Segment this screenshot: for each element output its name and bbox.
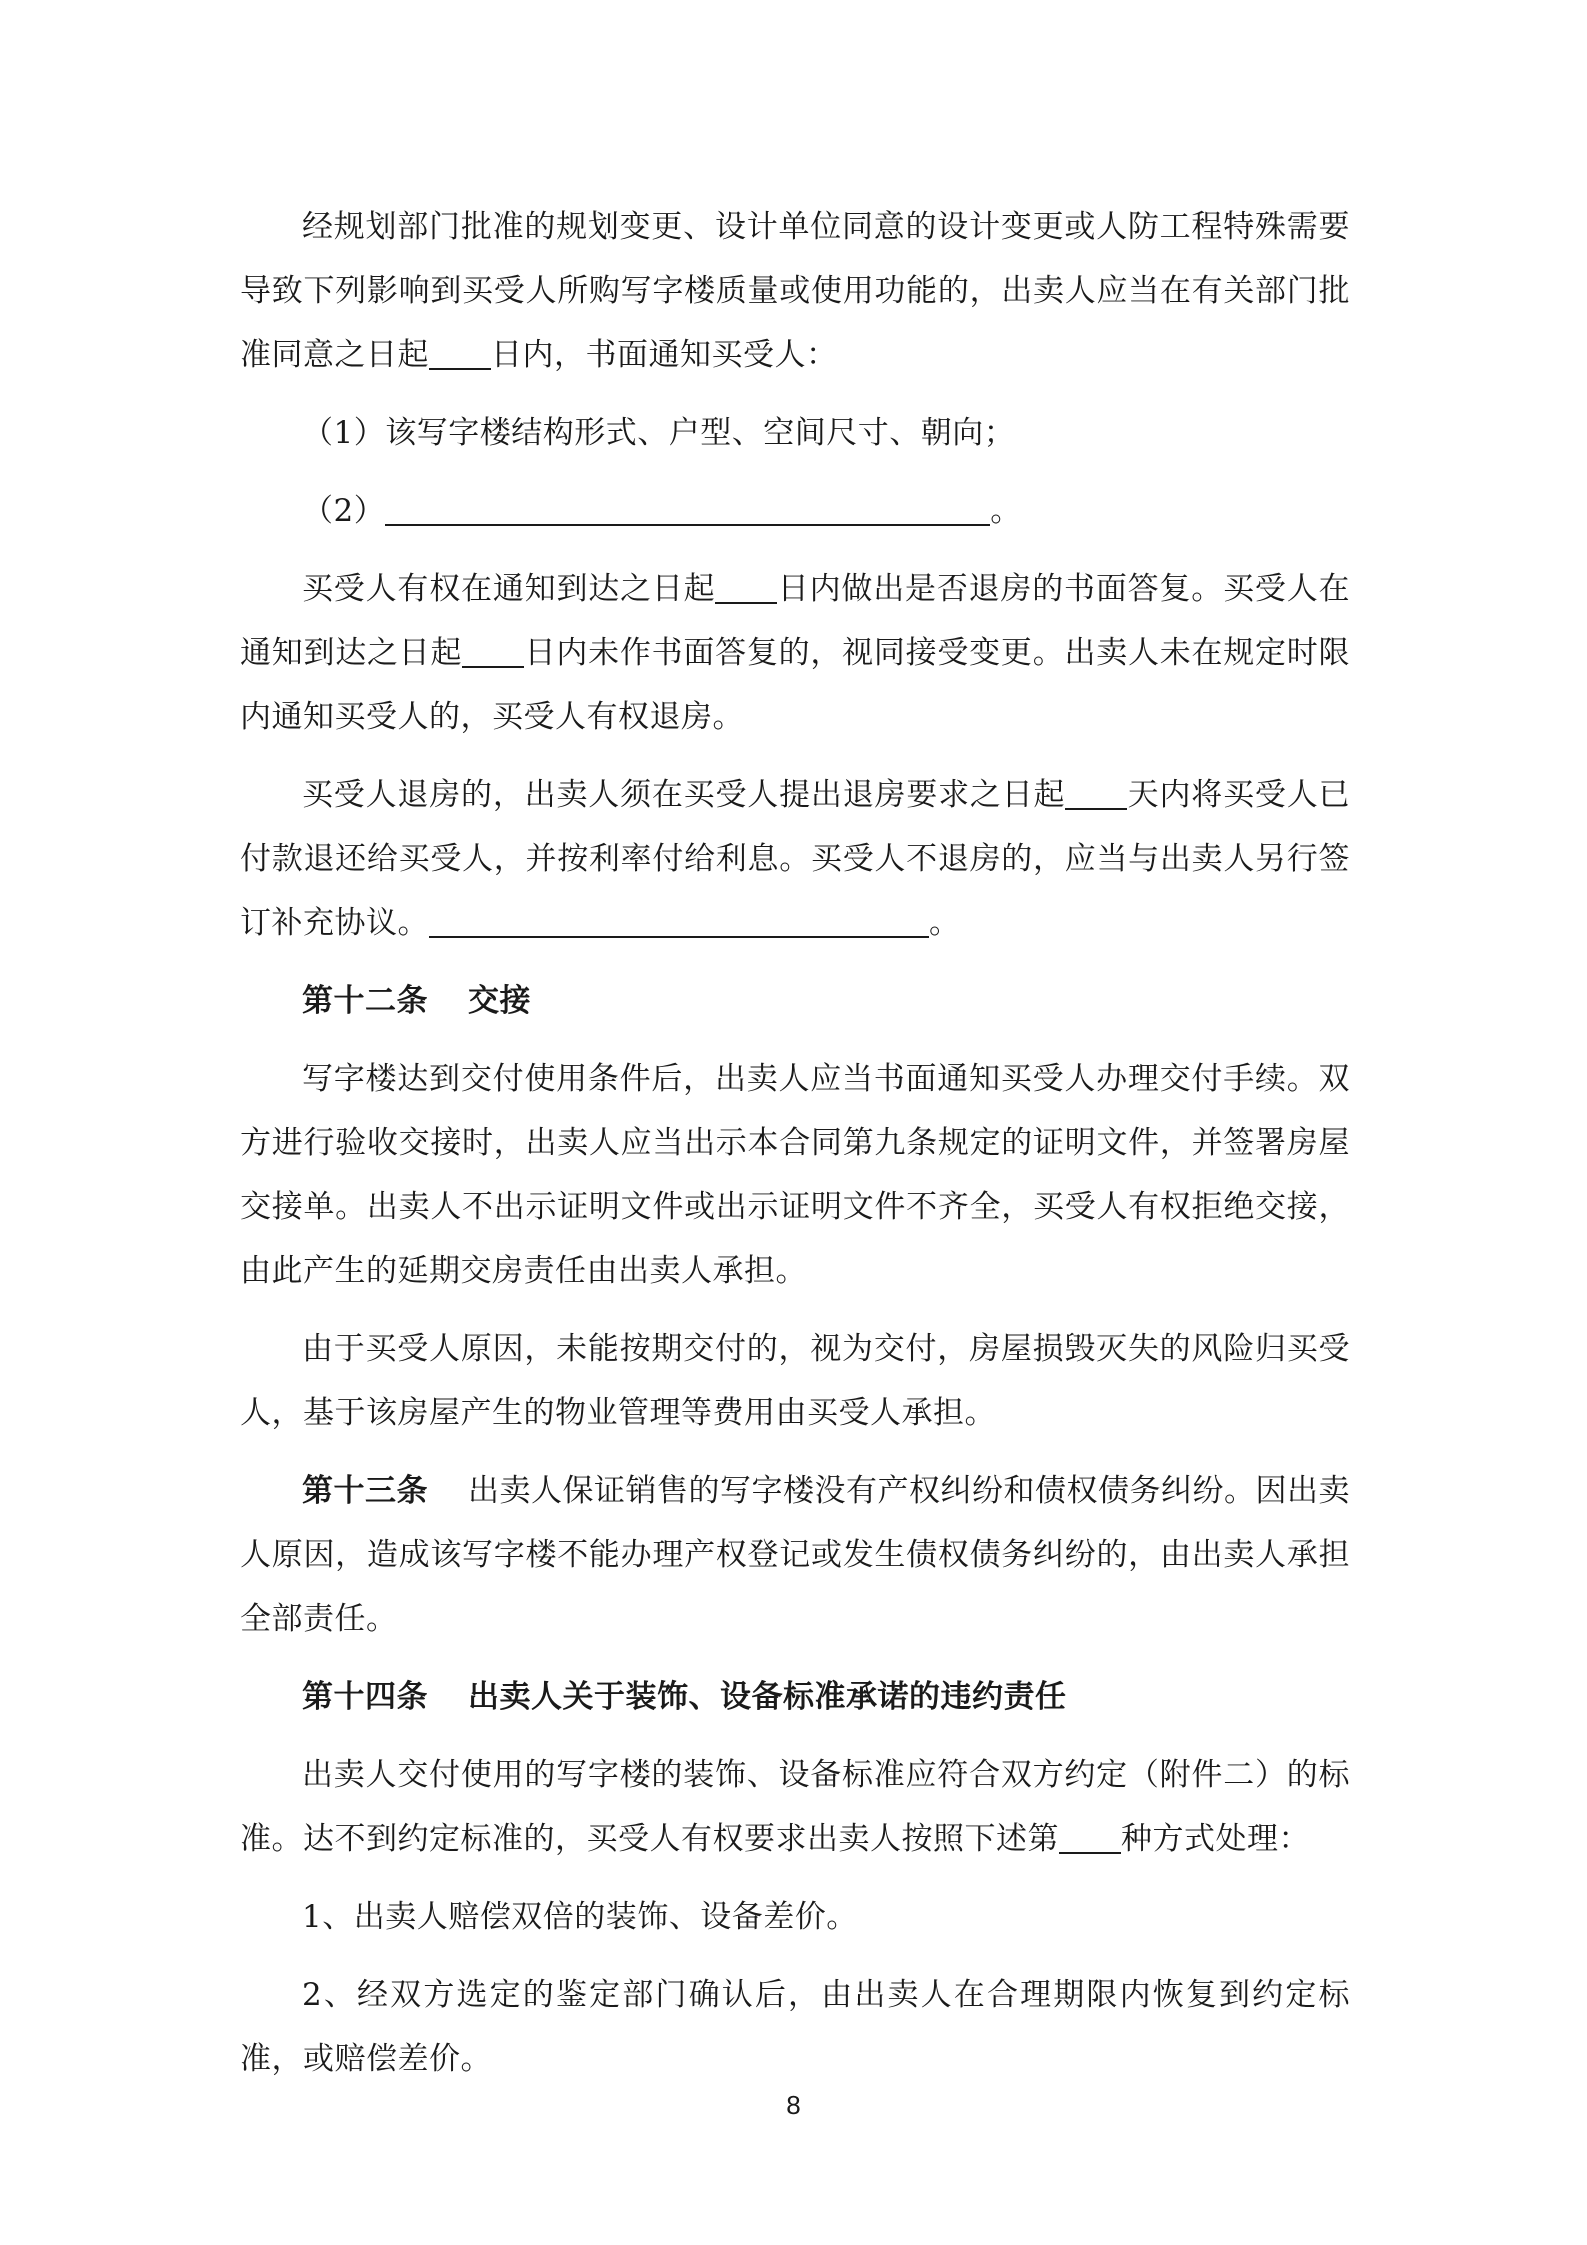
- paragraph-refund: 买受人退房的，出卖人须在买受人提出退房要求之日起 天内将买受人已付款退还给买受人，并按利率付给利息。买受人不退房的，应当与出卖人另行签订补充协议。 。: [240, 763, 1350, 955]
- article-13: 第十三条 出卖人保证销售的写字楼没有产权纠纷和债权债务纠纷。因出卖人原因，造成该写字楼不能办理产权登记或发生债权债务纠纷的，由出卖人承担全部责任。: [240, 1473, 1350, 1637]
- page-number: 8: [786, 2090, 801, 2120]
- option-1: 1、出卖人赔偿双倍的装饰、设备差价。: [302, 1899, 858, 1935]
- paragraph-buyer-delay: 由于买受人原因，未能按期交付的，视为交付，房屋损毁灭失的风险归买受人，基于该房屋产生的物业管理等费用由买受人承担。: [240, 1331, 1350, 1431]
- paragraph-buyer-reply: 买受人有权在通知到达之日起 日内做出是否退房的书面答复。买受人在通知到达之日起 日内未作书面答复的，视同接受变更。出卖人未在规定时限内通知买受人的，买受人有权退房。: [240, 557, 1350, 749]
- blank-days-refund[interactable]: [1065, 774, 1127, 810]
- blank-days-notice[interactable]: [429, 334, 491, 370]
- paragraph-decoration-standard: 出卖人交付使用的写字楼的装饰、设备标准应符合双方约定（附件二）的标准。达不到约定标准的，买受人有权要求出卖人按照下述第 种方式处理：: [240, 1757, 1350, 1857]
- blank-days-no-reply[interactable]: [462, 632, 524, 668]
- paragraph-handover: 写字楼达到交付使用条件后，出卖人应当书面通知买受人办理交付手续。双方进行验收交接时，出卖人应当出示本合同第九条规定的证明文件，并签署房屋交接单。出卖人不出示证明文件或出示证明文件不齐全，买受人有权拒绝交接，由此产生的延期交房责任由出卖人承担。: [240, 1061, 1350, 1289]
- article-14-heading: 第十四条 出卖人关于装饰、设备标准承诺的违约责任: [302, 1679, 1067, 1715]
- article-12-heading: 第十二条 交接: [302, 983, 531, 1019]
- option-2: 2、经双方选定的鉴定部门确认后，由出卖人在合理期限内恢复到约定标准，或赔偿差价。: [240, 1977, 1350, 2077]
- document-body: [240, 195, 1350, 2105]
- blank-method-number[interactable]: [1059, 1818, 1121, 1854]
- list-item-1: （1）该写字楼结构形式、户型、空间尺寸、朝向；: [302, 415, 1016, 451]
- blank-days-reply[interactable]: [715, 568, 777, 604]
- list-item-2: （2） 。: [240, 479, 1350, 543]
- paragraph-planning-change: 经规划部门批准的规划变更、设计单位同意的设计变更或人防工程特殊需要导致下列影响到买受人所购写字楼质量或使用功能的，出卖人应当在有关部门批准同意之日起 日内，书面通知买受人：: [240, 209, 1350, 373]
- blank-item-2[interactable]: [385, 490, 990, 526]
- blank-supplement[interactable]: [429, 902, 929, 938]
